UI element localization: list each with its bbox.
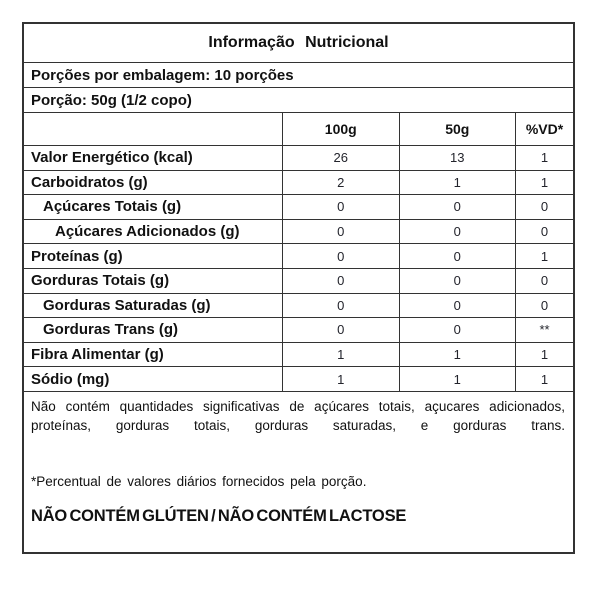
table-title-row xyxy=(24,24,573,62)
value-per-100g: 26 xyxy=(282,146,399,170)
nutrient-name: Fibra Alimentar (g) xyxy=(31,346,164,364)
footnotes-section xyxy=(24,391,573,552)
value-per-100g: 1 xyxy=(282,343,399,367)
value-per-50g: 0 xyxy=(399,220,516,244)
value-per-100g: 2 xyxy=(282,171,399,195)
value-per-50g: 0 xyxy=(399,244,516,268)
value-vd-percent: 0 xyxy=(515,294,573,318)
nutrient-name: Proteínas (g) xyxy=(31,247,123,265)
daily-values-note: *Percentual de valores diários fornecidos pela porção. xyxy=(31,474,367,489)
nutrient-name: Gorduras Totais (g) xyxy=(31,272,170,290)
value-vd-percent: 0 xyxy=(515,269,573,293)
value-vd-percent: 1 xyxy=(515,171,573,195)
value-vd-percent: 1 xyxy=(515,343,573,367)
nutrient-name: Valor Energético (kcal) xyxy=(31,149,193,167)
nutrient-row xyxy=(24,145,573,170)
gluten-lactose-claim: NÃO CONTÉM GLÚTEN / NÃO CONTÉM LACTOSE xyxy=(31,507,407,525)
value-per-100g: 0 xyxy=(282,294,399,318)
value-vd-percent: 1 xyxy=(515,146,573,170)
nutrient-row xyxy=(24,342,573,367)
value-per-50g: 1 xyxy=(399,367,516,391)
nutrient-row xyxy=(24,366,573,391)
nutrient-name: Gorduras Saturadas (g) xyxy=(43,296,211,314)
value-per-50g: 0 xyxy=(399,318,516,342)
nutrient-name: Carboidratos (g) xyxy=(31,173,148,191)
value-vd-percent: 0 xyxy=(515,220,573,244)
value-per-100g: 0 xyxy=(282,244,399,268)
column-header-50g: 50g xyxy=(399,113,516,145)
value-per-50g: 1 xyxy=(399,171,516,195)
portion-size-text: Porção: 50g (1/2 copo) xyxy=(31,91,192,109)
value-per-50g: 1 xyxy=(399,343,516,367)
value-per-100g: 0 xyxy=(282,318,399,342)
servings-per-package-row xyxy=(24,62,573,87)
nutrient-row xyxy=(24,194,573,219)
portion-size-row xyxy=(24,87,573,112)
column-header-row xyxy=(24,112,573,145)
nutrient-row xyxy=(24,268,573,293)
nutrient-row xyxy=(24,170,573,195)
value-vd-percent: 1 xyxy=(515,244,573,268)
value-vd-percent: 1 xyxy=(515,367,573,391)
nutrient-name: Açúcares Totais (g) xyxy=(43,198,182,216)
column-header-vd: %VD* xyxy=(515,113,573,145)
nutrition-facts-table xyxy=(22,22,575,554)
nutrient-name: Açúcares Adicionados (g) xyxy=(55,223,240,241)
servings-per-package-text: Porções por embalagem: 10 porções xyxy=(31,66,294,84)
value-vd-percent: 0 xyxy=(515,195,573,219)
value-per-50g: 13 xyxy=(399,146,516,170)
nutrient-row xyxy=(24,243,573,268)
value-per-100g: 0 xyxy=(282,269,399,293)
column-header-empty xyxy=(24,113,282,145)
nutrient-name: Gorduras Trans (g) xyxy=(43,321,179,339)
insignificant-amounts-note: Não contém quantidades significativas de açúcares totais, açucares adicionados, proteínas, gorduras totais, gorduras saturadas, e gorduras trans. xyxy=(31,399,565,433)
nutrient-rows xyxy=(24,145,573,391)
nutrient-name: Sódio (mg) xyxy=(31,370,110,388)
nutrient-row xyxy=(24,219,573,244)
nutrient-row xyxy=(24,293,573,318)
value-per-50g: 0 xyxy=(399,195,516,219)
value-per-50g: 0 xyxy=(399,269,516,293)
value-per-50g: 0 xyxy=(399,294,516,318)
value-per-100g: 1 xyxy=(282,367,399,391)
value-per-100g: 0 xyxy=(282,195,399,219)
value-vd-percent: ** xyxy=(515,318,573,342)
value-per-100g: 0 xyxy=(282,220,399,244)
table-title: Informação Nutricional xyxy=(208,34,389,51)
nutrient-row xyxy=(24,317,573,342)
column-header-100g: 100g xyxy=(282,113,399,145)
